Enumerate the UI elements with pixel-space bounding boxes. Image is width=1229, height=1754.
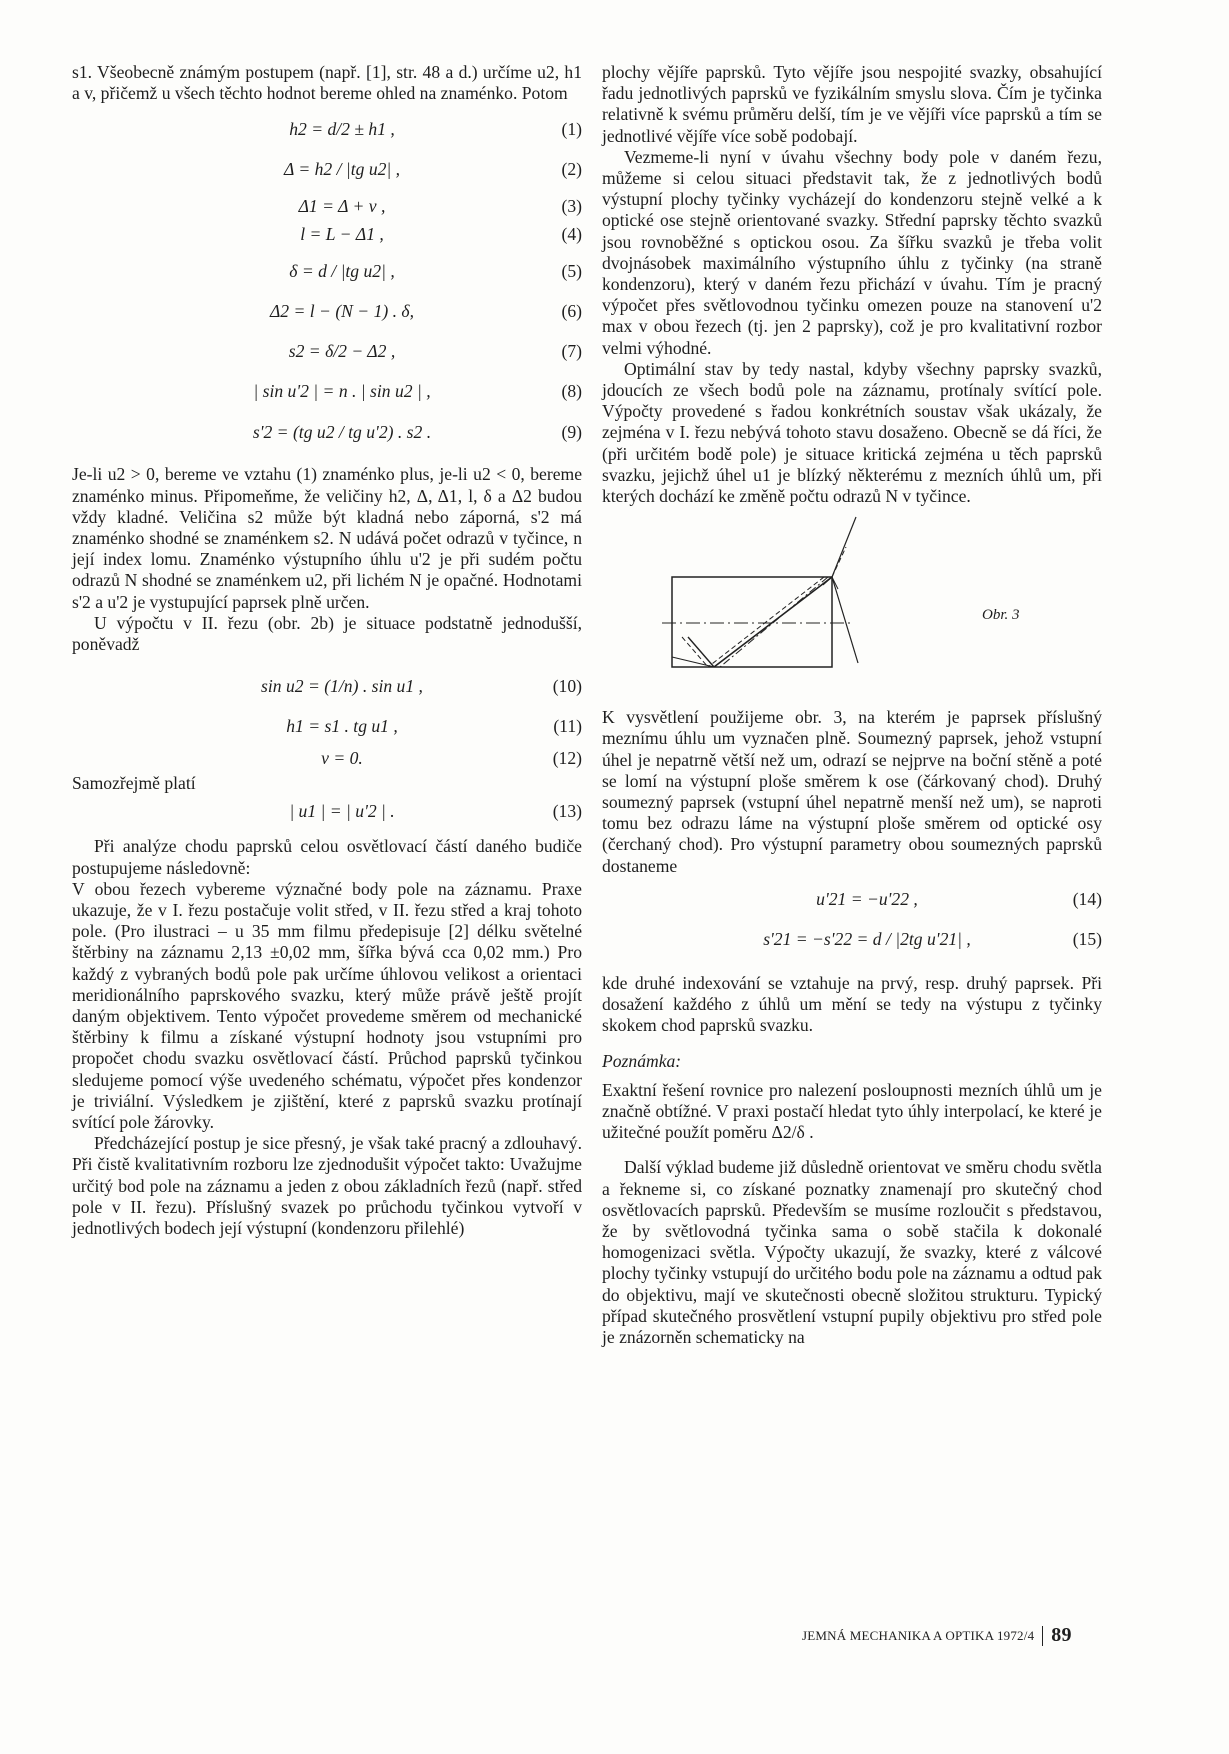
equation-14 xyxy=(602,885,1102,915)
paragraph-vezmeme: Vezmeme-li nyní v úvahu všechny body pole v daném řezu, můžeme si celou situaci představit tak, že z jednotlivých bodů výstupní plochy tyčinky vycházejí do kondenzoru stejně velké a k optické ose stejně orientované svazky. Střední paprsky těchto svazků jsou rovnoběžné s optickou osou. Za šířku svazků je třeba volit dvojnásobek maximálního výstupního úhlu z tyčinky (na straně kondenzoru), který v daném řezu přichází v úvahu. Tím je pracný výpočet přes světlovodnou tyčinku omezen pouze na stanovení u'2 max v obou řezech (tj. jen 2 paprsky), což je pro kvalitativní rozbor velmi výhodné. xyxy=(602,146,1102,358)
equation-formula: Δ2 = l − (N − 1) . δ, xyxy=(269,300,415,321)
equation-number: (1) xyxy=(561,118,582,139)
equation-number: (2) xyxy=(561,158,582,179)
equation-number: (6) xyxy=(561,300,582,321)
equation-number: (10) xyxy=(552,675,582,696)
equation-formula: Δ1 = Δ + v , xyxy=(298,195,386,216)
equation-number: (7) xyxy=(561,340,582,361)
paragraph-predchazejici: Předcházející postup je sice přesný, je však také pracný a zdlouhavý. Při čistě kvalitativním rozboru lze zjednodušit výpočet takto: Uvažujme určitý bod pole na záznamu a jeden z obou základních řezů (např. střed pole v II. řezu). Příslušný svazek po průchodu tyčinkou vytvoří v jednotlivých bodech její výstupní (kondenzoru přilehlé) xyxy=(72,1133,582,1239)
equation-formula: δ = d / |tg u2| , xyxy=(289,260,395,281)
equation-12 xyxy=(72,743,582,773)
equation-formula: s'21 = −s'22 = d / |2tg u'21| , xyxy=(763,929,971,950)
equation-number: (9) xyxy=(561,421,582,442)
paragraph-poznamka: Exaktní řešení rovnice pro nalezení posloupnosti mezních úhlů um je značně obtížné. V praxi postačí hledat tyto úhly interpolací, ke které je užitečné použít poměru Δ2/δ . xyxy=(602,1079,1102,1143)
paragraph-dalsi: Další výklad budeme již důsledně orientovat ve směru chodu světla a řekneme si, co získané poznatky znamenají pro skutečný chod osvětlovacích paprsků. Především se musíme rozloučit s představou, že by světlovodná tyčinka sama o sobě stačila k dokonalé homogenizaci světla. Výpočty ukazují, že svazky, které z válcové plochy tyčinky vstupují do určitého bodu pole na záznamu a odtud pak do objektivu, mají ve skutečnosti obecně složitou strukturu. Typický případ skutečného prosvětlení vstupní pupily objektivu pro střed pole je znázorněn schematicky na xyxy=(602,1157,1102,1347)
equation-number: (8) xyxy=(561,380,582,401)
equation-15 xyxy=(602,915,1102,965)
equation-formula: | u1 | = | u'2 | . xyxy=(289,800,395,821)
right-column xyxy=(602,62,1102,1348)
equation-formula: v = 0. xyxy=(321,747,363,768)
equation-formula: s2 = δ/2 − Δ2 , xyxy=(288,340,396,361)
equation-number: (14) xyxy=(1072,889,1102,910)
paragraph-vejire: plochy vějíře paprsků. Tyto vějíře jsou nespojité svazky, obsahující řadu jednotlivých paprsků ve fyzikálním smyslu slova. Čím je tyčinka relativně k svému průměru delší, tím je ve vějíři více paprsků a tím se jednotlivé vějíře více sobě podobají. xyxy=(602,62,1102,146)
equation-8 xyxy=(72,374,582,408)
paragraph-intro: s1. Všeobecně známým postupem (např. [1], str. 48 a d.) určíme u2, h1 a v, přičemž u všech těchto hodnot bereme ohled na znaménko. Potom xyxy=(72,62,582,104)
equation-formula: Δ = h2 / |tg u2| , xyxy=(283,158,401,179)
equation-9 xyxy=(72,408,582,456)
equation-number: (11) xyxy=(553,715,582,736)
equation-2 xyxy=(72,146,582,192)
equation-number: (3) xyxy=(561,195,582,216)
equation-5 xyxy=(72,248,582,294)
equation-number: (5) xyxy=(561,260,582,281)
equation-number: (13) xyxy=(552,800,582,821)
equation-formula: h1 = s1 . tg u1 , xyxy=(286,715,398,736)
figure-caption: Obr. 3 xyxy=(982,607,1020,624)
poznamka-heading: Poznámka: xyxy=(602,1050,682,1071)
equation-formula: u'21 = −u'22 , xyxy=(816,889,918,910)
paragraph-optimalni: Optimální stav by tedy nastal, kdyby všechny paprsky svazků, jdoucích ze všech bodů pole na záznamu, protínaly svítící pole. Výpočty provedené s řadou konkrétních soustav však ukázaly, že zejména v I. řezu nebývá tohoto stavu dosaženo. Obecně se dá říci, že (při určitém bodě pole) je situace kritická zejména u těch paprsků svazku, jejichž úhel u1 je blízký některému z mezních úhlů um, při kterých dochází ke změně počtu odrazů N v tyčince. xyxy=(602,358,1102,507)
page-number: 89 xyxy=(1051,1624,1072,1646)
equation-13 xyxy=(72,794,582,828)
equation-number: (15) xyxy=(1072,929,1102,950)
paragraph-analyza: Při analýze chodu paprsků celou osvětlovací částí daného budiče postupujeme následovně: xyxy=(72,836,582,878)
equation-formula: | sin u'2 | = n . | sin u2 | , xyxy=(253,380,431,401)
equation-formula: s'2 = (tg u2 / tg u'2) . s2 . xyxy=(252,421,432,442)
paragraph-plati: Samozřejmě platí xyxy=(72,773,196,794)
paragraph-section-II: U výpočtu v II. řezu (obr. 2b) je situace podstatně jednodušší, poněvadž xyxy=(72,612,582,655)
equation-10 xyxy=(72,663,582,709)
equation-6 xyxy=(72,294,582,328)
equation-1 xyxy=(72,112,582,146)
equation-formula: h2 = d/2 ± h1 , xyxy=(289,118,395,139)
equation-number: (4) xyxy=(561,223,582,244)
equation-formula: l = L − Δ1 , xyxy=(300,223,384,244)
equation-3 xyxy=(72,192,582,220)
equation-11 xyxy=(72,709,582,743)
paragraph-vysvetleni: K vysvětlení použijeme obr. 3, na kterém je paprsek příslušný meznímu úhlu um vyznačen plně. Soumezný paprsek, jehož vstupní úhel je nepatrně větší než um, odrazí se nejprve na boční stěně a poté se lomí na výstupní ploše směrem k ose (čárkovaný chod). Druhý soumezný paprsek (vstupní úhel nepatrně menší než um), se naproti tomu bez odrazu láme na výstupní ploše směrem od optické osy (čerchaný chod). Pro výstupní parametry obou soumezných paprsků dostaneme xyxy=(602,707,1102,876)
equation-number: (12) xyxy=(552,747,582,768)
paragraph-sign: Je-li u2 > 0, bereme ve vztahu (1) znaménko plus, je-li u2 < 0, bereme znaménko minus. Připomeňme, že veličiny h2, Δ, Δ1, l, δ a Δ2 budou vždy kladné. Veličina s2 může být kladná nebo záporná, s'2 má znaménko shodné se znaménkem s2. N udává počet odrazů v tyčince, n její index lomu. Znaménko výstupního úhlu u'2 je při sudém počtu odrazů N shodné se znaménkem u2, při lichém N je opačné. Hodnotami s'2 a u'2 je vystupující paprsek plně určen. xyxy=(72,464,582,612)
equation-4 xyxy=(72,220,582,248)
equation-7 xyxy=(72,328,582,374)
journal-name: JEMNÁ MECHANIKA A OPTIKA 1972/4 xyxy=(802,1627,1035,1643)
page-footer xyxy=(802,1624,1072,1647)
left-column xyxy=(72,62,582,1239)
paragraph-rezy: V obou řezech vybereme význačné body pole na záznamu. Praxe ukazuje, že v I. řezu postačuje volit střed, v II. řezu střed a kraj tohoto pole. (Pro ilustraci – u 35 mm filmu předepisuje [2] délku světelné štěrbiny na záznamu 2,13 ±0,02 mm, šířka bývá cca 0,02 mm.) Pro každý z vybraných bodů pole pak určíme úhlovou velikost a orientaci meridionálního paprskového svazku, který může právě ještě projít daným objektivem. Tento výpočet provedeme směrem od mechanické štěrbiny k filmu a získané výstupní hodnoty jsou vstupními pro propočet chodu svazku osvětlovací částí. Průchod paprsků tyčinkou sledujeme pomocí výše uvedeného schématu, výpočet přes kondenzor je triviální. Výsledkem je zjištění, které z paprsků svazku protínají svítící pole žárovky. xyxy=(72,878,582,1133)
rod-diagram xyxy=(602,507,1102,707)
equation-formula: sin u2 = (1/n) . sin u1 , xyxy=(261,675,423,696)
footer-divider xyxy=(1042,1626,1043,1646)
paragraph-indexovani: kde druhé indexování se vztahuje na prvý, resp. druhý paprsek. Při dosažení každého z úhlů um mění se tedy na výstupu z tyčinky skokem chod paprsků svazku. xyxy=(602,972,1102,1036)
figure-3 xyxy=(602,507,1102,707)
